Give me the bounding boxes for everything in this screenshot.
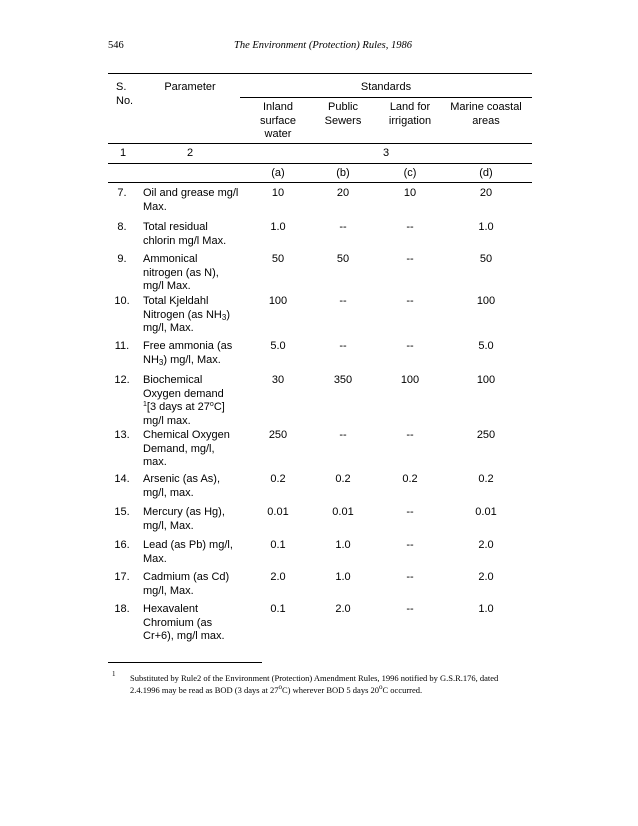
row-value-c: 100 (400, 374, 420, 386)
row-value-d: 50 (479, 253, 493, 265)
row-value-c: -- (406, 253, 414, 265)
degree-mark: o (209, 401, 214, 408)
row-value-b: -- (339, 340, 347, 352)
row-sno: 13. (114, 429, 130, 441)
row-sno: 16. (114, 539, 130, 551)
row-value-d: 0.2 (478, 473, 494, 485)
param-subscript: 3 (221, 312, 227, 322)
footnote-ref: 1 (143, 401, 147, 408)
row-value-a: 250 (268, 429, 288, 441)
col-header-standards: Standards (360, 81, 412, 93)
row-value-a: 0.2 (270, 473, 286, 485)
row-value-a: 2.0 (270, 571, 286, 583)
row-value-d: 100 (476, 374, 496, 386)
row-sno: 17. (114, 571, 130, 583)
row-value-b: 50 (336, 253, 350, 265)
col-header-sno: S. No. (116, 81, 134, 107)
row-value-c: -- (406, 506, 414, 518)
row-value-c: -- (406, 539, 414, 551)
row-value-d: 1.0 (478, 603, 494, 615)
row-value-d: 2.0 (478, 571, 494, 583)
row-value-a: 30 (271, 374, 285, 386)
row-value-a: 50 (271, 253, 285, 265)
row-parameter: Cadmium (as Cd) mg/l, Max. (143, 571, 230, 597)
col-header-a: Inland surface water (259, 101, 297, 140)
row-value-c: -- (406, 429, 414, 441)
letter-b: (b) (336, 167, 350, 179)
row-value-b: 0.01 (332, 506, 354, 518)
row-sno: 15. (114, 506, 130, 518)
param-text-end: ) mg/l, Max. (163, 353, 221, 366)
row-value-b: -- (339, 221, 347, 233)
row-parameter: Mercury (as Hg), mg/l, Max. (143, 506, 225, 532)
row-parameter: Lead (as Pb) mg/l, Max. (143, 539, 233, 565)
param-text-mid: [3 days at 27 (146, 401, 210, 413)
page-number: 546 (108, 40, 124, 51)
row-value-b: -- (339, 295, 347, 307)
numbering-3: 3 (382, 147, 390, 159)
row-parameter: Ammonical nitrogen (as N), mg/l Max. (143, 253, 219, 292)
row-parameter (143, 374, 235, 428)
col-header-b: Public Sewers (324, 101, 362, 127)
row-value-a: 1.0 (270, 221, 286, 233)
degree-mark: o (379, 683, 383, 691)
row-value-d: 20 (479, 187, 493, 199)
row-value-b: 1.0 (335, 571, 351, 583)
param-subscript: 3 (158, 357, 164, 367)
row-sno: 8. (117, 221, 127, 233)
row-value-d: 1.0 (478, 221, 494, 233)
row-value-c: -- (406, 571, 414, 583)
row-value-a: 10 (271, 187, 285, 199)
row-sno: 7. (117, 187, 127, 199)
row-value-d: 0.01 (475, 506, 497, 518)
row-value-b: 0.2 (335, 473, 351, 485)
row-parameter (143, 340, 243, 367)
footnote-text (130, 672, 530, 696)
row-value-a: 5.0 (270, 340, 286, 352)
row-value-d: 2.0 (478, 539, 494, 551)
row-value-c: 10 (403, 187, 417, 199)
row-value-b: 2.0 (335, 603, 351, 615)
col-header-c: Land for irrigation (388, 101, 432, 127)
param-text: Free ammonia (as NH (143, 340, 233, 366)
row-parameter: Oil and grease mg/l Max. (143, 187, 239, 213)
row-value-b: -- (339, 429, 347, 441)
row-parameter (143, 295, 231, 336)
col-header-d: Marine coastal areas (450, 101, 522, 127)
row-value-b: 1.0 (335, 539, 351, 551)
row-value-a: 0.1 (270, 603, 286, 615)
row-parameter: Hexavalent Chromium (as Cr+6), mg/l max. (143, 603, 225, 642)
param-text-end: ) mg/l, Max. (143, 308, 230, 334)
row-value-b: 20 (336, 187, 350, 199)
header-bottom-rule (108, 143, 532, 144)
row-value-c: -- (406, 340, 414, 352)
row-value-b: 350 (333, 374, 353, 386)
row-value-c: 0.2 (402, 473, 418, 485)
row-value-c: -- (406, 295, 414, 307)
standards-rule (240, 97, 532, 98)
row-value-d: 5.0 (478, 340, 494, 352)
footnote-rule (108, 662, 262, 663)
row-parameter: Arsenic (as As), mg/l, max. (143, 473, 221, 499)
row-sno: 18. (114, 603, 130, 615)
numbering-2: 2 (186, 147, 194, 159)
footnote-mark: 1 (112, 670, 116, 678)
row-value-c: -- (406, 603, 414, 615)
degree-mark: o (278, 683, 282, 691)
letter-c: (c) (403, 167, 417, 179)
table-top-rule (108, 73, 532, 74)
numbering-1: 1 (119, 147, 127, 159)
row-value-c: -- (406, 221, 414, 233)
param-text: Total Kjeldahl Nitrogen (as NH (143, 295, 222, 321)
row-parameter: Total residual chlorin mg/l Max. (143, 221, 227, 247)
footnote-text-mid: C) wherever BOD 5 days 20 (281, 685, 380, 695)
letter-d: (d) (479, 167, 493, 179)
row-value-a: 100 (268, 295, 288, 307)
letters-rule (108, 182, 532, 183)
row-sno: 10. (114, 295, 130, 307)
row-sno: 9. (117, 253, 127, 265)
numbering-rule (108, 163, 532, 164)
row-value-a: 0.01 (267, 506, 289, 518)
row-sno: 11. (114, 340, 130, 352)
col-header-parameter: Parameter (164, 81, 216, 93)
footnote-text-start: Substituted by Rule2 of the Environment (Protection) Amendment Rules, 1996 notified by G.S.R.176, dated 2.4.1996 may be read as BOD (3 days at 27 (130, 673, 499, 695)
row-value-d: 100 (476, 295, 496, 307)
row-sno: 12. (114, 374, 130, 386)
letter-a: (a) (271, 167, 285, 179)
row-value-a: 0.1 (270, 539, 286, 551)
row-parameter: Chemical Oxygen Demand, mg/l, max. (143, 429, 230, 468)
row-sno: 14. (114, 473, 130, 485)
param-text: Biochemical Oxygen demand (143, 374, 224, 400)
param-text-end: C] mg/l max. (143, 401, 225, 427)
footnote-text-end: C occurred. (382, 685, 423, 695)
running-title: The Environment (Protection) Rules, 1986 (234, 40, 412, 51)
row-value-d: 250 (476, 429, 496, 441)
